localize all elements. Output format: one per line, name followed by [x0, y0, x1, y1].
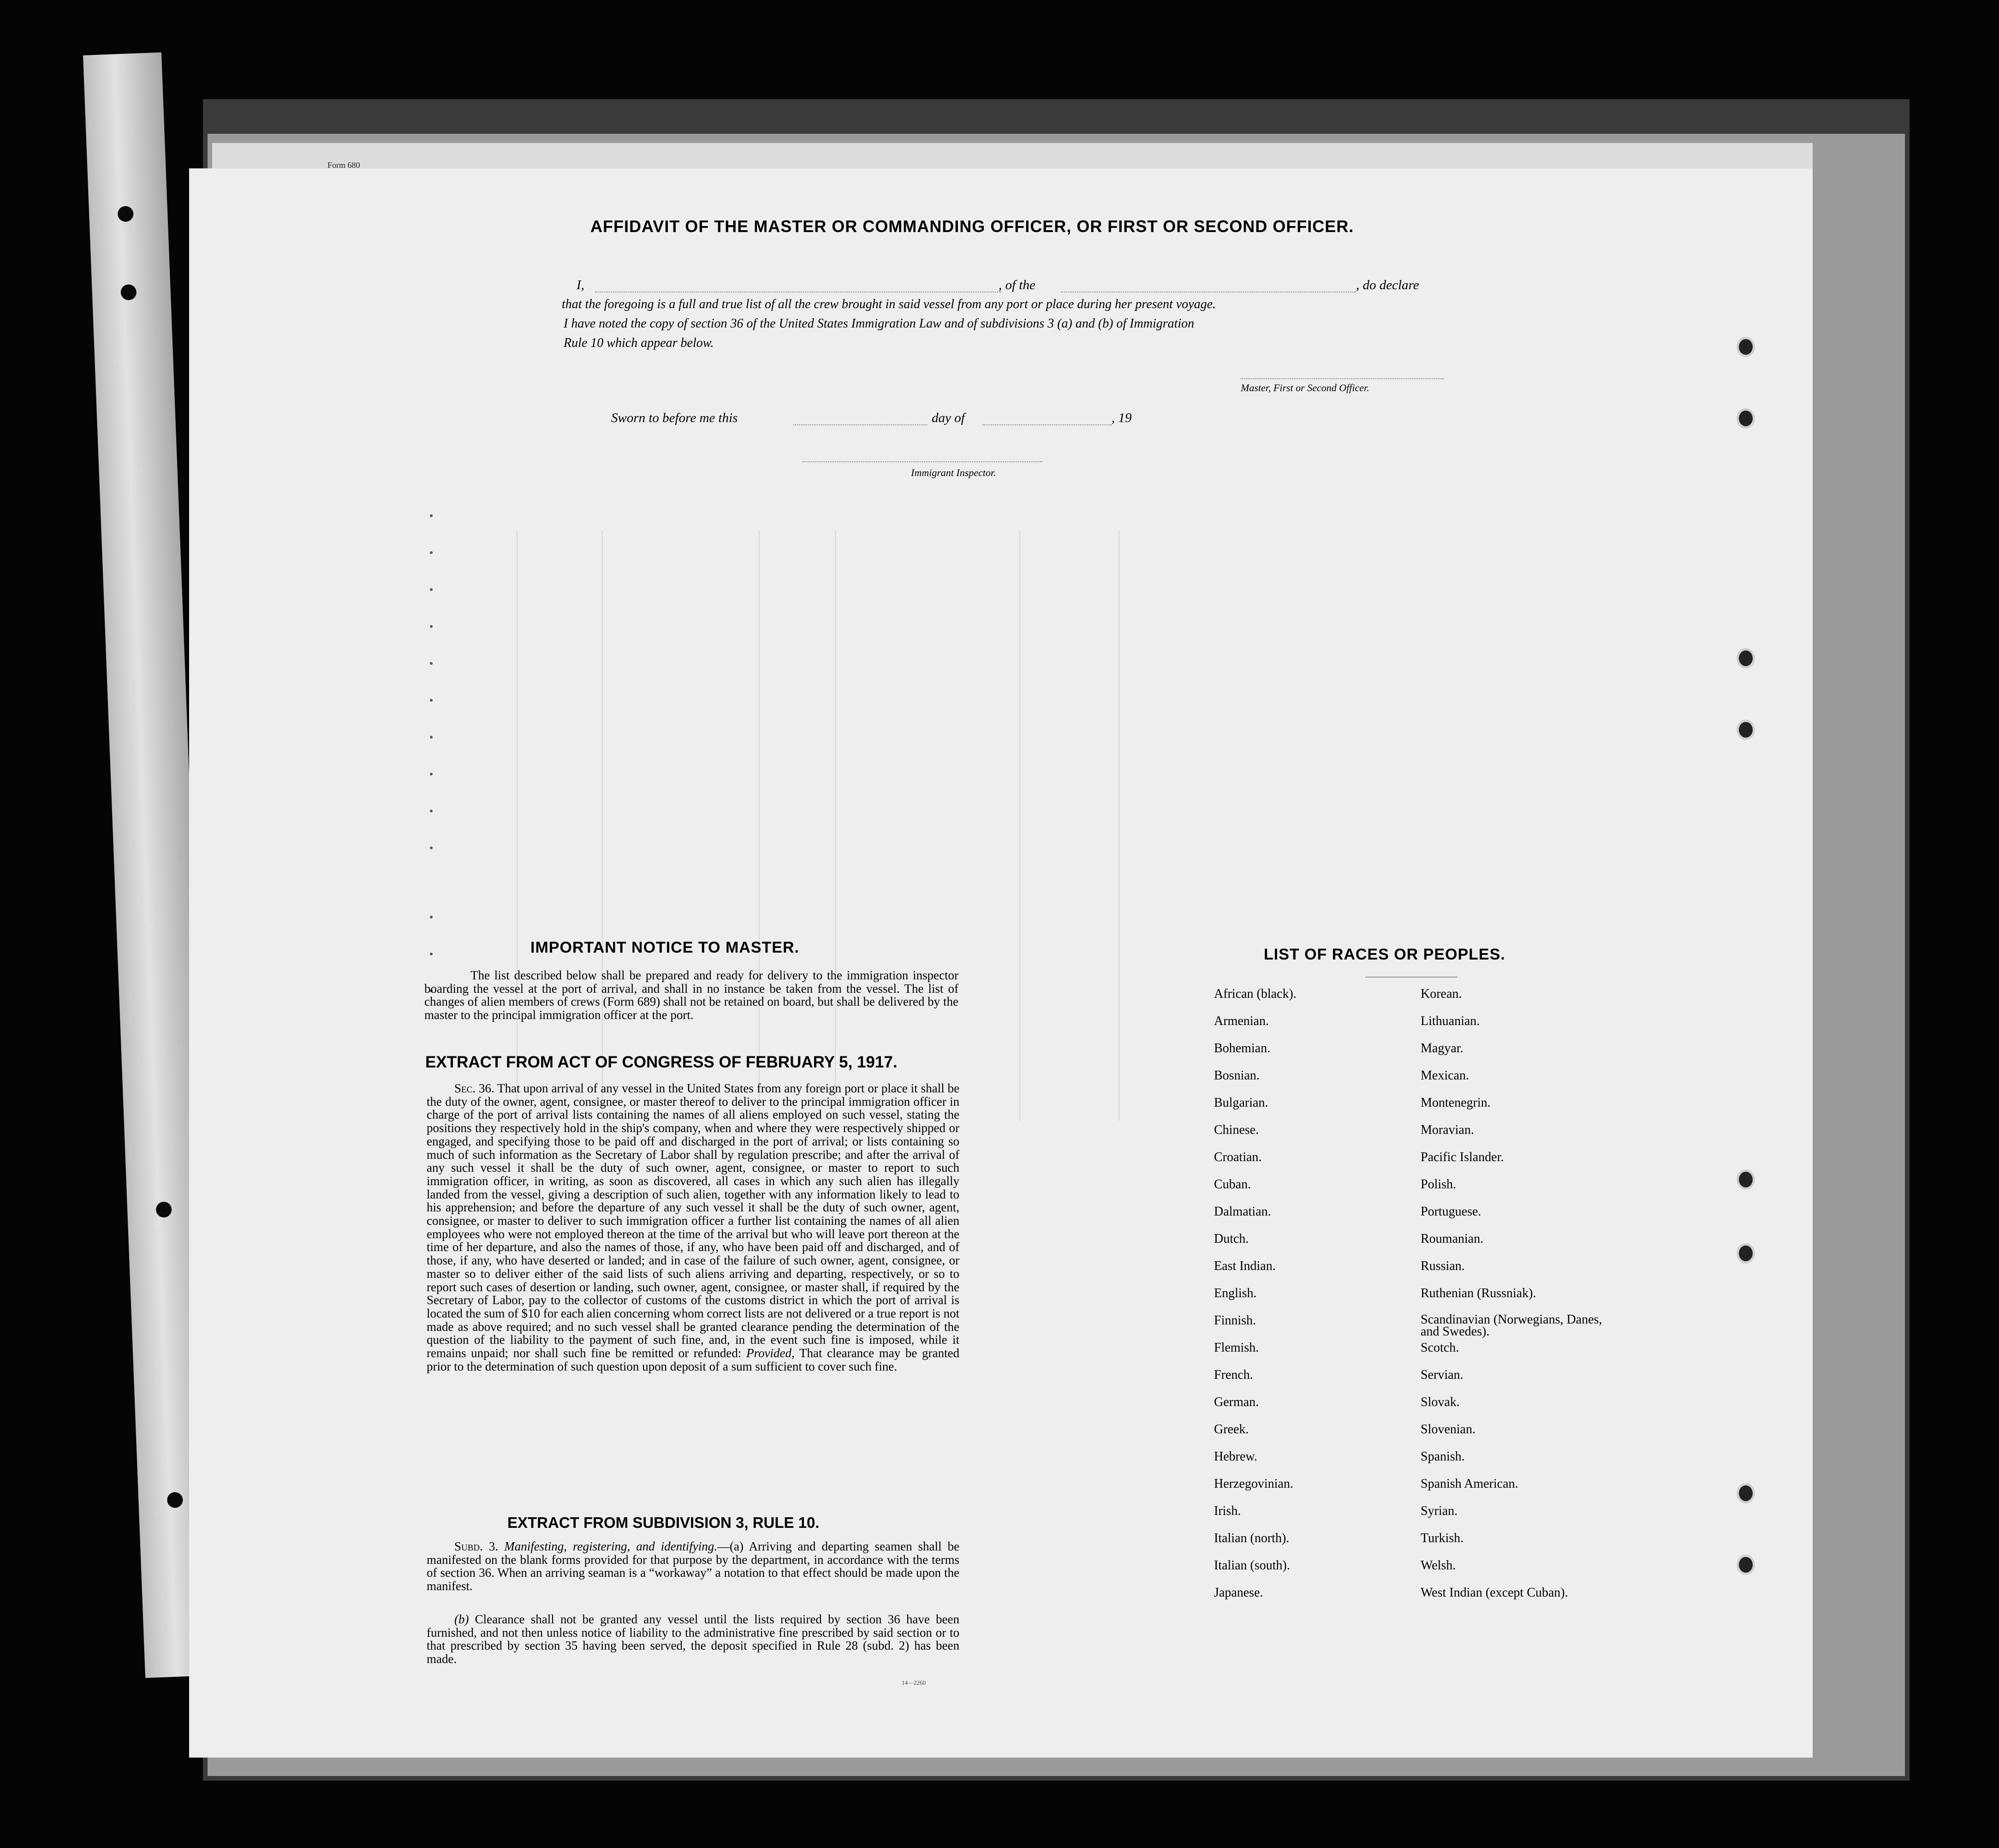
race-item: Roumanian. [1421, 1232, 1484, 1246]
row-marker [430, 662, 433, 665]
page-ring-hole [1737, 1483, 1755, 1503]
row-marker [430, 625, 433, 628]
binder-hole [118, 206, 134, 222]
races-title: LIST OF RACES OR PEOPLES. [1264, 946, 1505, 963]
row-marker [430, 514, 433, 517]
race-item: Servian. [1421, 1368, 1464, 1382]
race-item: Lithuanian. [1421, 1014, 1480, 1028]
race-item: Slovak. [1421, 1395, 1460, 1409]
race-item: West Indian (except Cuban). [1421, 1586, 1568, 1600]
affidavit-line-3: I have noted the copy of section 36 of the United States Immigration Law and of subdivisions 3 (a) and (b) of Immigration [564, 316, 1195, 331]
race-item: Pacific Islander. [1421, 1150, 1504, 1164]
proviso-text: Provided, [746, 1346, 795, 1360]
affidavit-title: AFFIDAVIT OF THE MASTER OR COMMANDING OFFICER, OR FIRST OR SECOND OFFICER. [590, 217, 1354, 236]
race-item: Cuban. [1214, 1177, 1251, 1192]
race-item: Welsh. [1421, 1558, 1456, 1573]
race-item: Croatian. [1214, 1150, 1262, 1164]
rule-extract-para-b [427, 1613, 959, 1666]
row-marker [430, 916, 433, 918]
binder-hole [120, 284, 137, 300]
affidavit-i: I, [577, 278, 584, 292]
race-item: Spanish American. [1421, 1477, 1518, 1491]
race-item: English. [1214, 1286, 1257, 1300]
race-item: Syrian. [1421, 1504, 1458, 1518]
affidavit-do-declare: , do declare [1356, 278, 1419, 292]
act-extract-title: EXTRACT FROM ACT OF CONGRESS OF FEBRUARY 5, 1917. [425, 1053, 898, 1071]
races-title-rule [1365, 977, 1458, 978]
notice-body-text: The list described below shall be prepared and ready for delivery to the immigration inspector boarding the vessel at the port of arrival, and shall in no instance be taken from the vessel. The list of changes of alien members of crews (Form 689) shall not be retained on board, but shall be delivered by the master to the principal immigration officer at the port. [424, 968, 958, 1022]
row-marker [430, 551, 433, 554]
notice-body [424, 969, 958, 1022]
race-item: Bohemian. [1214, 1041, 1271, 1055]
race-item: Ruthenian (Russniak). [1421, 1286, 1536, 1300]
race-item: Russian. [1421, 1259, 1465, 1273]
race-item: Scotch. [1421, 1341, 1459, 1355]
page-ring-hole [1737, 1169, 1755, 1190]
affidavit-line-2: that the foregoing is a full and true list of all the crew brought in said vessel from any port or place during her present voyage. [562, 297, 1216, 311]
race-item: Italian (north). [1214, 1531, 1290, 1545]
inspector-signature-label: Immigrant Inspector. [911, 467, 996, 478]
race-item: Montenegrin. [1421, 1096, 1491, 1110]
binder-hole [167, 1492, 183, 1508]
race-item: Turkish. [1421, 1531, 1464, 1545]
rule-extract-title: EXTRACT FROM SUBDIVISION 3, RULE 10. [507, 1514, 820, 1531]
master-signature-label: Master, First or Second Officer. [1241, 382, 1369, 393]
column-rule [1118, 531, 1119, 1121]
race-item: Moravian. [1421, 1123, 1474, 1137]
race-item: Spanish. [1421, 1449, 1465, 1464]
sec-36-end: That clearance may be granted prior to the determination of such question upon deposit of a sum sufficient to cover such fine. [427, 1346, 960, 1373]
column-rule [602, 531, 603, 1121]
races-right-column [1421, 987, 1619, 1613]
page-ring-hole [1737, 1555, 1755, 1575]
sworn-text: Sworn to before me this [611, 411, 738, 425]
race-item: Greek. [1214, 1422, 1249, 1437]
race-item: Scandinavian (Norwegians, Danes, and Swedes). [1421, 1312, 1602, 1339]
page-ring-hole [1737, 720, 1755, 740]
year-text: , 19 [1112, 411, 1132, 425]
race-item: Italian (south). [1214, 1558, 1290, 1573]
sworn-month-blank[interactable] [982, 424, 1112, 425]
notice-title: IMPORTANT NOTICE TO MASTER. [530, 939, 799, 956]
subd-para-b: Clearance shall not be granted any vessel until the lists required by section 36 have been furnished, and not then unless notice of liability to the administrative fine prescribed by said section or to that prescribed by section 35 having been served, the deposit specified in Rule 28 (subd. 2) has been made. [427, 1612, 960, 1666]
column-rule [1019, 531, 1020, 1121]
row-marker [430, 847, 433, 849]
races-left-column [1214, 987, 1297, 1613]
master-signature-line[interactable] [1241, 378, 1444, 379]
binder-hole [156, 1201, 172, 1217]
race-item: Armenian. [1214, 1014, 1269, 1028]
day-of-text: day of [932, 411, 965, 425]
subd-para-a: —(a) Arriving and departing seamen shall be manifested on the blank forms provided for that purpose by the department, in accordance with the terms of section 36. When an arriving seaman is a “workaway” a notation to that effect should be made upon the manifest. [427, 1539, 959, 1593]
race-item: Japanese. [1214, 1586, 1263, 1600]
race-item: Finnish. [1214, 1313, 1256, 1328]
row-marker [430, 810, 433, 812]
row-marker [430, 588, 433, 591]
race-item: Chinese. [1214, 1123, 1259, 1137]
column-rule [517, 531, 518, 1121]
sec-label: Sec. 36. [454, 1081, 494, 1095]
row-marker [430, 699, 433, 702]
race-item: Bulgarian. [1214, 1096, 1268, 1110]
footer-code: 14—2260 [902, 1679, 926, 1686]
race-item: Portuguese. [1421, 1204, 1481, 1219]
affidavit-of-the: , of the [999, 278, 1035, 292]
race-item: African (black). [1214, 987, 1297, 1001]
race-item: Korean. [1421, 987, 1462, 1001]
race-item: Dalmatian. [1214, 1204, 1271, 1219]
race-item: Polish. [1421, 1177, 1457, 1192]
race-item: French. [1214, 1368, 1253, 1382]
column-rule [759, 531, 760, 1121]
row-marker [430, 773, 433, 775]
sworn-day-blank[interactable] [793, 424, 927, 425]
page-ring-hole [1737, 648, 1755, 668]
race-item: Bosnian. [1214, 1068, 1260, 1083]
affidavit-line-4: Rule 10 which appear below. [564, 336, 714, 350]
race-item: Mexican. [1421, 1068, 1469, 1083]
act-extract-body [427, 1082, 959, 1373]
page-ring-hole [1737, 408, 1755, 429]
race-item: Irish. [1214, 1504, 1241, 1518]
race-item: Flemish. [1214, 1341, 1259, 1355]
row-marker [430, 953, 433, 955]
race-item: Hebrew. [1214, 1449, 1257, 1464]
subd-label: Subd. 3. [454, 1539, 499, 1553]
row-marker [430, 736, 433, 739]
race-item: East Indian. [1214, 1259, 1276, 1273]
form-number: Form 680 [327, 161, 360, 170]
sec-36-text: That upon arrival of any vessel in the United States from any foreign port or place it shall be the duty of the owner, agent, consignee, or master thereof to deliver to the principal immigration officer in charge of the port of arrival lists containing the names of all aliens employed on such vessel, stating the positions they respectively hold in the ship's company, when and where they were respectively shipped or engaged, and specifying those to be paid off and discharged in the port of arrival; or lists containing so much of such information as the Secretary of Labor shall by regulation prescribe; and after the arrival of any such vessel it shall be the duty of such owner, agent, consignee, or master to report to such immigration officer, in writing, as soon as discovered, all cases in which any such alien has illegally landed from the vessel, giving a description of such alien, together with any information likely to lead to his apprehension; and before the departure of any such vessel it shall be the duty of such owner, agent, consignee, or master to deliver to such immigration officer a further list containing the names of all alien employees who were not employed thereon at the time of the arrival but who will leave port thereon at the time of her departure, and also the names of those, if any, who have been paid off and discharged, and of those, if any, who have deserted or landed; and in case of the failure of such owner, agent, consignee, or master so to deliver either of the said lists of such aliens arriving and departing, respectively, or so to report such cases of desertion or landing, such owner, agent, consignee, or master shall, if required by the Secretary of Labor, pay to the collector of customs of the customs district in which the port of arrival is located the sum of $10 for each alien concerning whom correct lists are not delivered or a true report is not made as above required; and no such vessel shall be granted clearance pending the determination of the question of the liability to the payment of such fine, and, in the event such fine is imposed, while it remains unpaid; nor shall such fine be remitted or refunded: [427, 1081, 959, 1360]
race-item: Herzegovinian. [1214, 1477, 1293, 1491]
race-item: Slovenian. [1421, 1422, 1475, 1437]
page-ring-hole [1737, 337, 1755, 357]
race-item: Dutch. [1214, 1232, 1249, 1246]
subd-title: Manifesting, registering, and identifying. [504, 1539, 717, 1553]
inspector-signature-line[interactable] [803, 461, 1042, 462]
rule-extract-para-a [427, 1540, 959, 1593]
race-item: Magyar. [1421, 1041, 1464, 1055]
para-b-label: (b) [454, 1612, 469, 1626]
column-rule [835, 531, 836, 1121]
race-item: German. [1214, 1395, 1259, 1409]
page-ring-hole [1737, 1243, 1755, 1264]
